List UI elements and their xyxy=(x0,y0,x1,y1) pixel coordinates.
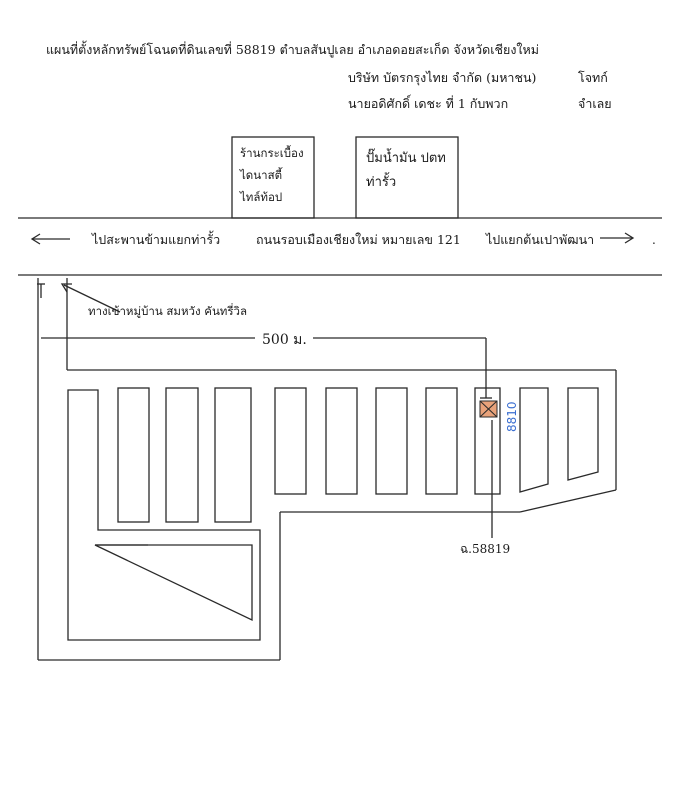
plot-label: ฉ.58819 xyxy=(460,542,511,556)
distance-label: 500 ม. xyxy=(262,332,307,348)
shop-label-line1: ร้านกระเบื้อง xyxy=(240,146,304,160)
fuel-label-line2: ท่ารั้ว xyxy=(366,175,397,190)
header-defendant: นายอดิศักดิ์ เดชะ ที่ 1 กับพวก xyxy=(348,96,509,111)
block-2 xyxy=(166,388,198,522)
block-7 xyxy=(426,388,457,494)
header-defendant-role: จำเลย xyxy=(578,96,612,111)
road-label-center: ถนนรอบเมืองเชียงใหม่ หมายเลข 121 xyxy=(256,232,461,247)
handwritten-note: 8810 xyxy=(505,401,519,432)
block-1 xyxy=(118,388,149,522)
header-plaintiff-role: โจทก์ xyxy=(578,70,608,85)
block-9 xyxy=(520,388,548,492)
block-10 xyxy=(568,388,598,480)
road-label-right: ไปแยกต้นเปาพัฒนา xyxy=(486,232,595,247)
header-title-line: แผนที่ตั้งหลักทรัพย์โฉนดที่ดินเลขที่ 58819 ตำบลสันปูเลย อำเภอดอยสะเก็ด จังหวัดเชียงใหม่ xyxy=(46,42,540,57)
block-5 xyxy=(326,388,357,494)
l-block xyxy=(68,390,260,640)
entrance-label: ทางเข้าหมู่บ้าน สมหวัง คันทรี่วิล xyxy=(88,304,248,318)
plot-marker xyxy=(480,401,497,417)
block-4 xyxy=(275,388,306,494)
block-3 xyxy=(215,388,251,522)
shop-label-line2: ไดนาสตี้ xyxy=(240,168,283,182)
shop-label-line3: ไทล์ท้อป xyxy=(240,190,283,204)
triangle-block xyxy=(95,545,252,620)
header-plaintiff: บริษัท บัตรกรุงไทย จำกัด (มหาชน) xyxy=(348,70,537,85)
block-6 xyxy=(376,388,407,494)
fuel-label-line1: ปั๊มน้ำมัน ปตท xyxy=(366,151,446,166)
svg-text:.: . xyxy=(652,233,656,247)
road-label-left: ไปสะพานข้ามแยกท่ารั้ว xyxy=(92,232,221,247)
